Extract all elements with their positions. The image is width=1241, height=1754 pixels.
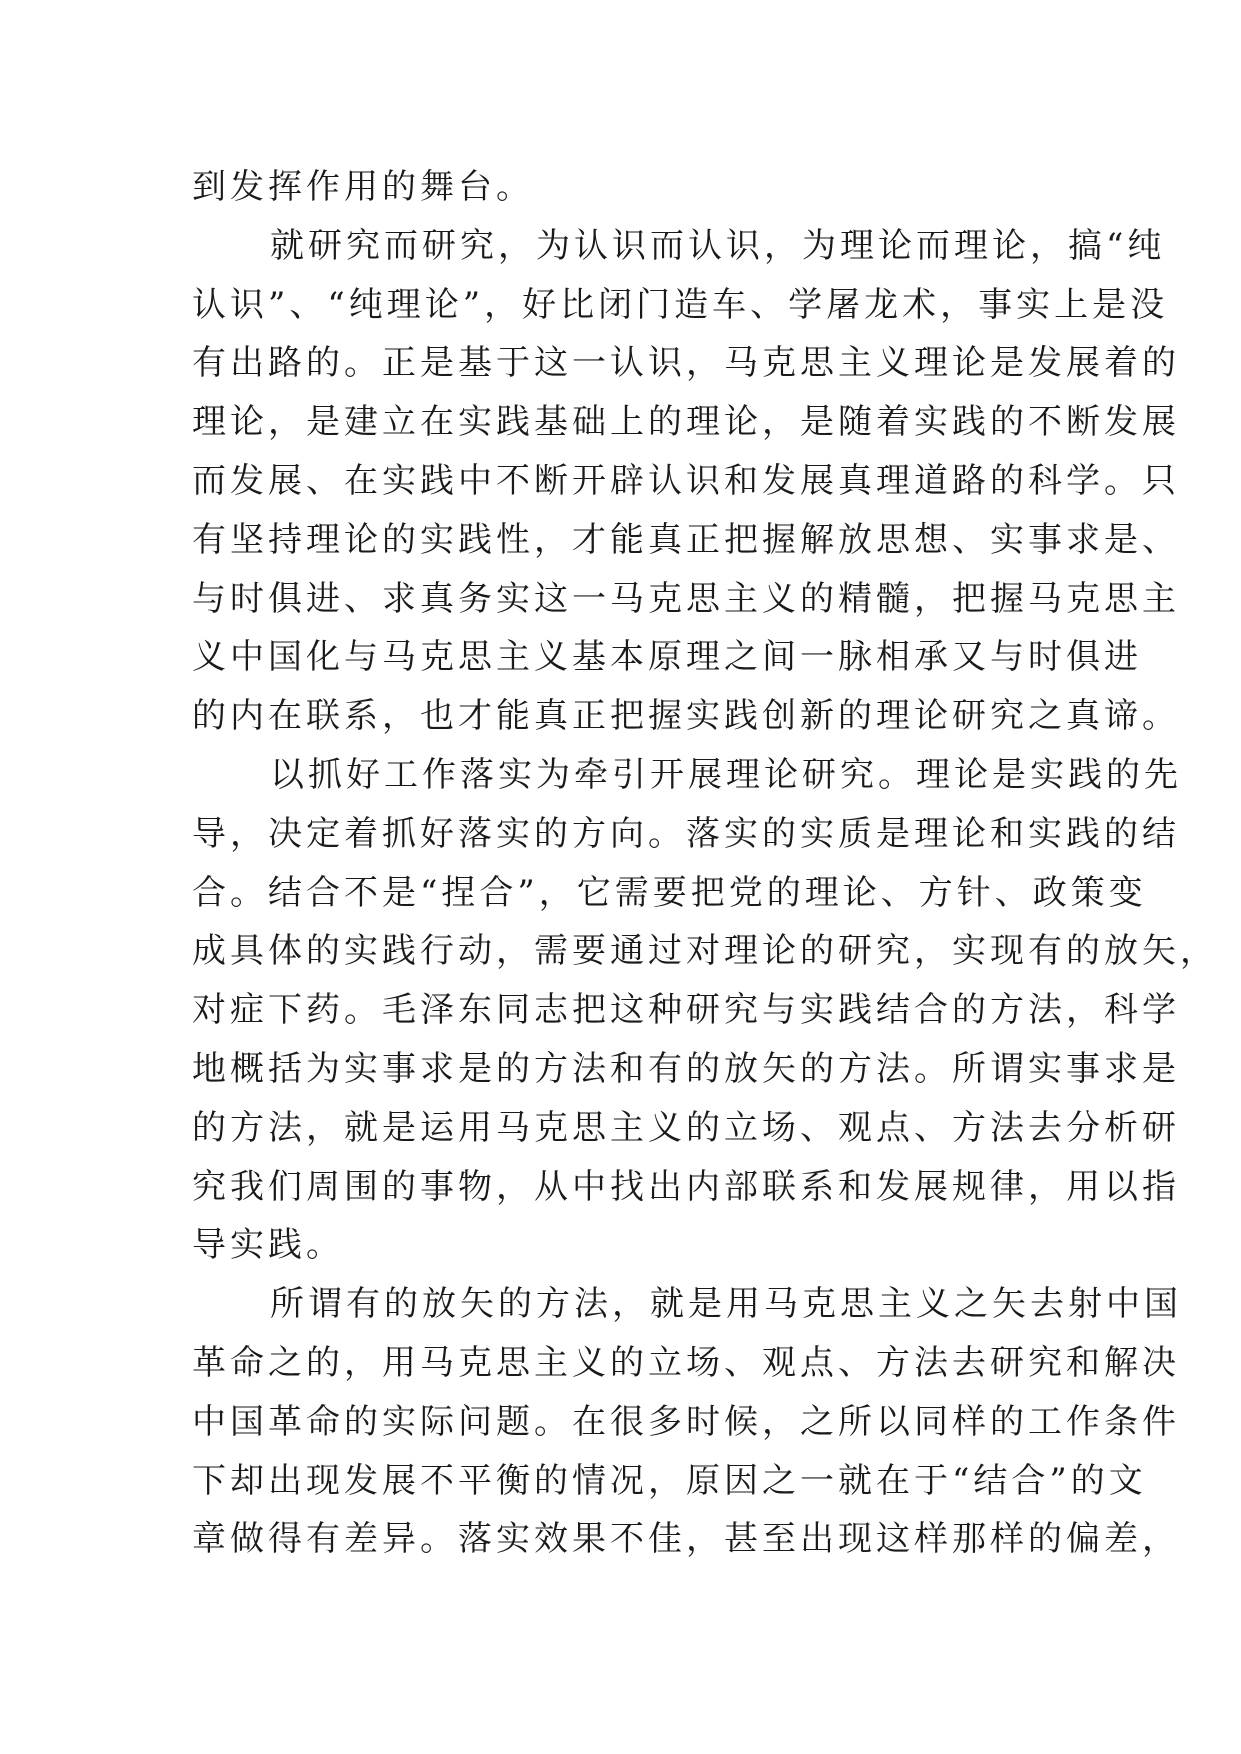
text-line: 义中国化与马克思主义基本原理之间一脉相承又与时俱进 — [192, 637, 1142, 678]
text-line: 导实践。 — [192, 1225, 344, 1266]
text-line: 认识”、“纯理论”，好比闭门造车、学屠龙术，事实上是没 — [192, 284, 1169, 325]
text-line: 究我们周围的事物，从中找出内部联系和发展规律，用以指 — [192, 1166, 1180, 1207]
text-line: 合。结合不是“捏合”，它需要把党的理论、方针、政策变 — [192, 872, 1147, 913]
text-line: 的方法，就是运用马克思主义的立场、观点、方法去分析研 — [192, 1107, 1180, 1148]
paragraph-start-line: 以抓好工作落实为牵引开展理论研究。理论是实践的先 — [270, 754, 1182, 795]
text-line: 与时俱进、求真务实这一马克思主义的精髓，把握马克思主 — [192, 578, 1180, 619]
text-line: 导，决定着抓好落实的方向。落实的实质是理论和实践的结 — [192, 813, 1180, 854]
text-line: 到发挥作用的舞台。 — [192, 167, 534, 207]
text-line: 而发展、在实践中不断开辟认识和发展真理道路的科学。只 — [192, 460, 1180, 501]
text-line: 地概括为实事求是的方法和有的放矢的方法。所谓实事求是 — [192, 1048, 1180, 1089]
text-line: 有出路的。正是基于这一认识，马克思主义理论是发展着的 — [192, 343, 1180, 384]
text-line: 成具体的实践行动，需要通过对理论的研究，实现有的放矢， — [192, 931, 1218, 972]
paragraph-start-line: 所谓有的放矢的方法，就是用马克思主义之矢去射中国 — [270, 1284, 1182, 1325]
text-line: 章做得有差异。落实效果不佳，甚至出现这样那样的偏差， — [192, 1519, 1180, 1560]
text-line: 对症下药。毛泽东同志把这种研究与实践结合的方法，科学 — [192, 990, 1180, 1031]
text-line: 革命之的，用马克思主义的立场、观点、方法去研究和解决 — [192, 1342, 1180, 1383]
paragraph-start-line: 就研究而研究，为认识而认识，为理论而理论，搞“纯 — [270, 225, 1166, 266]
text-line: 中国革命的实际问题。在很多时候，之所以同样的工作条件 — [192, 1401, 1180, 1442]
text-line: 理论，是建立在实践基础上的理论，是随着实践的不断发展 — [192, 402, 1180, 443]
text-line: 的内在联系，也才能真正把握实践创新的理论研究之真谛。 — [192, 696, 1180, 737]
body-text — [192, 158, 1218, 1569]
text-line: 有坚持理论的实践性，才能真正把握解放思想、实事求是、 — [192, 519, 1180, 560]
text-line: 下却出现发展不平衡的情况，原因之一就在于“结合”的文 — [192, 1460, 1147, 1501]
